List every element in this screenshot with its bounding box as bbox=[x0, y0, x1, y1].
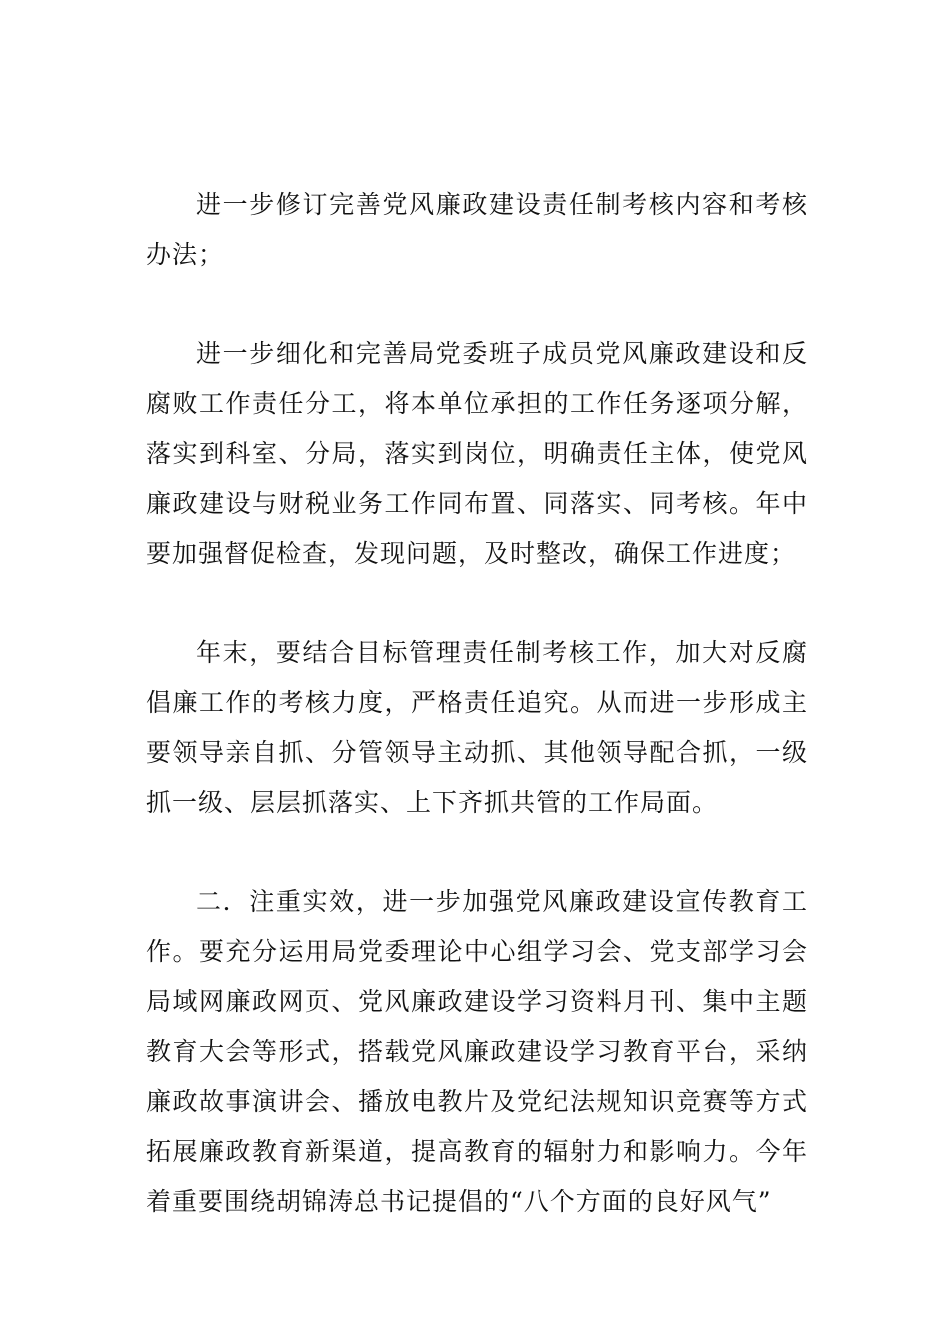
paragraph-4: 二．注重实效，进一步加强党风廉政建设宣传教育工作。要充分运用局党委理论中心组学习会、党支部学习会局域网廉政网页、党风廉政建设学习资料月刊、集中主题教育大会等形式，搭载党风廉政建设学习教育平台，采纳廉政故事演讲会、播放电教片及党纪法规知识竞赛等方式拓展廉政教育新渠道，提高教育的辐射力和影响力。今年着重要围绕胡锦涛总书记提倡的“八个方面的良好风气” bbox=[146, 887, 808, 1216]
paragraph-2: 进一步细化和完善局党委班子成员党风廉政建设和反腐败工作责任分工，将本单位承担的工作任务逐项分解，落实到科室、分局，落实到岗位，明确责任主体，使党风廉政建设与财税业务工作同布置、同落实、同考核。年中要加强督促检查，发现问题，及时整改，确保工作进度； bbox=[146, 339, 808, 568]
paragraph-3: 年末，要结合目标管理责任制考核工作，加大对反腐倡廉工作的考核力度，严格责任追究。从而进一步形成主要领导亲自抓、分管领导主动抓、其他领导配合抓，一级抓一级、层层抓落实、上下齐抓共管的工作局面。 bbox=[146, 638, 808, 817]
paragraph-1: 进一步修订完善党风廉政建设责任制考核内容和考核办法； bbox=[146, 190, 808, 269]
document-body bbox=[146, 180, 808, 1276]
